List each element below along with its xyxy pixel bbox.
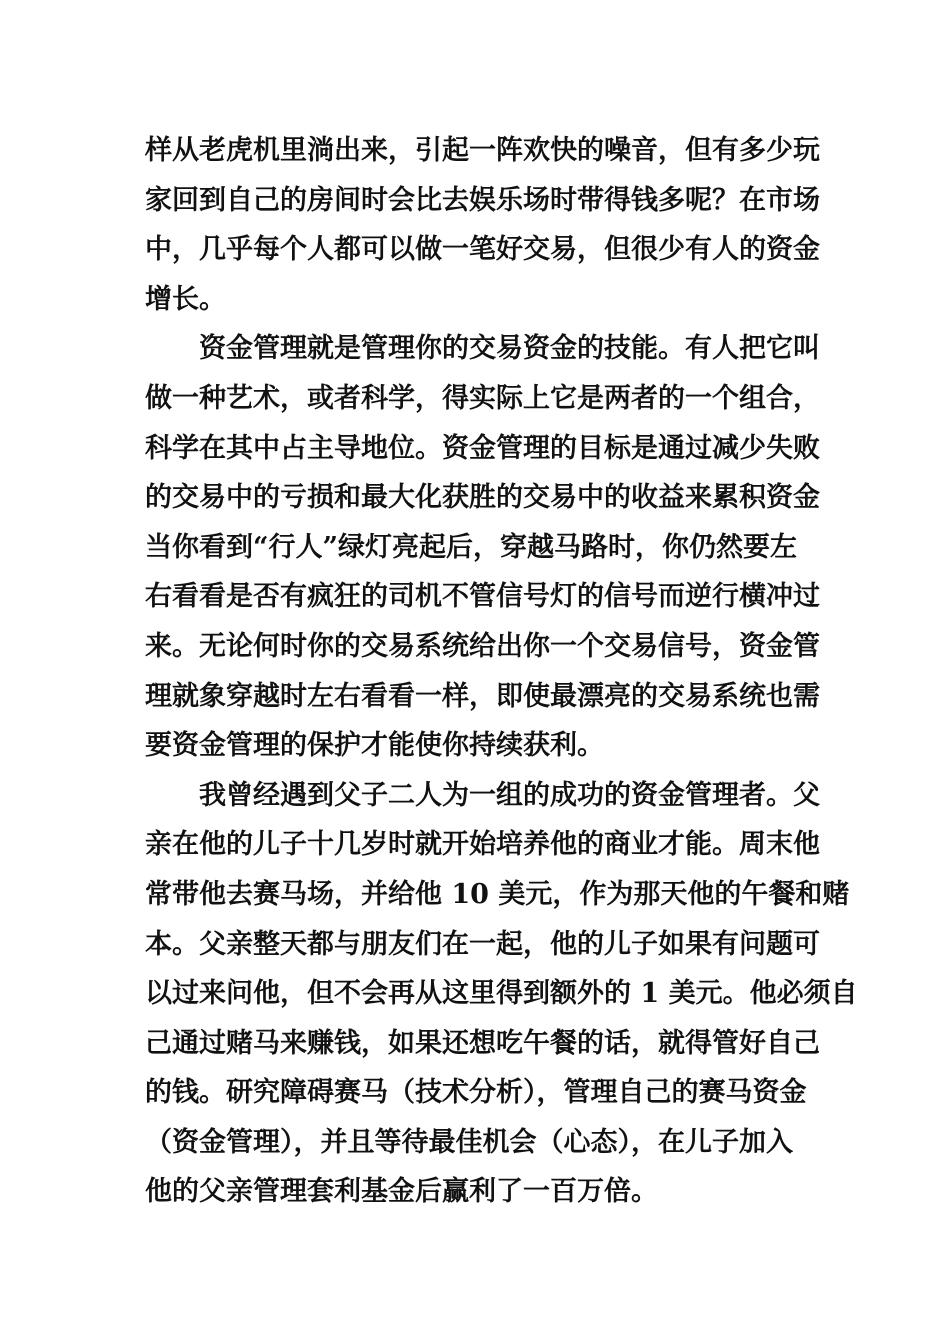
text-line: 我曾经遇到父子二人为一组的成功的资金管理者。父	[145, 779, 820, 811]
paragraph-3	[145, 771, 858, 1217]
text-line: 理就象穿越时左右看看一样，即使最漂亮的交易系统也需	[145, 680, 820, 712]
text-line: 己通过赌马来赚钱，如果还想吃午餐的话，就得管好自己	[145, 1027, 820, 1059]
text-line: 中，几乎每个人都可以做一笔好交易，但很少有人的资金	[145, 234, 820, 266]
text-line: 做一种艺术，或者科学，得实际上它是两者的一个组合，	[145, 382, 820, 414]
text-line: 亲在他的儿子十几岁时就开始培养他的商业才能。周末他	[145, 829, 820, 861]
body-text	[145, 126, 858, 1217]
paragraph-2	[145, 324, 820, 770]
text-line: 要资金管理的保护才能使你持续获利。	[145, 730, 604, 762]
text-line: （资金管理），并且等待最佳机会（心态），在儿子加入	[145, 1126, 793, 1158]
text-line: 家回到自己的房间时会比去娱乐场时带得钱多呢？在市场	[145, 184, 820, 216]
paragraph-1	[145, 126, 820, 324]
text-line: 右看看是否有疯狂的司机不管信号灯的信号而逆行横冲过	[145, 581, 820, 613]
text-line: 增长。	[145, 283, 226, 315]
text-line: 他的父亲管理套利基金后赢利了一百万倍。	[145, 1176, 658, 1208]
text-line: 样从老虎机里淌出来，引起一阵欢快的噪音，但有多少玩	[145, 135, 820, 166]
text-line: 当你看到“行人”绿灯亮起后，穿越马路时，你仍然要左	[145, 531, 798, 563]
text-line: 来。无论何时你的交易系统给出你一个交易信号，资金管	[145, 630, 820, 662]
text-line: 科学在其中占主导地位。资金管理的目标是通过减少失败	[145, 432, 820, 464]
text-line: 资金管理就是管理你的交易资金的技能。有人把它叫	[145, 333, 820, 365]
text-line: 的钱。研究障碍赛马（技术分析），管理自己的赛马资金	[145, 1077, 807, 1109]
text-line: 以过来问他，但不会再从这里得到额外的 1 美元。他必须自	[145, 978, 858, 1010]
text-line: 常带他去赛马场，并给他 10 美元，作为那天他的午餐和赌	[145, 878, 850, 910]
text-line: 的交易中的亏损和最大化获胜的交易中的收益来累积资金	[145, 482, 820, 514]
text-line: 本。父亲整天都与朋友们在一起，他的儿子如果有问题可	[145, 928, 820, 960]
